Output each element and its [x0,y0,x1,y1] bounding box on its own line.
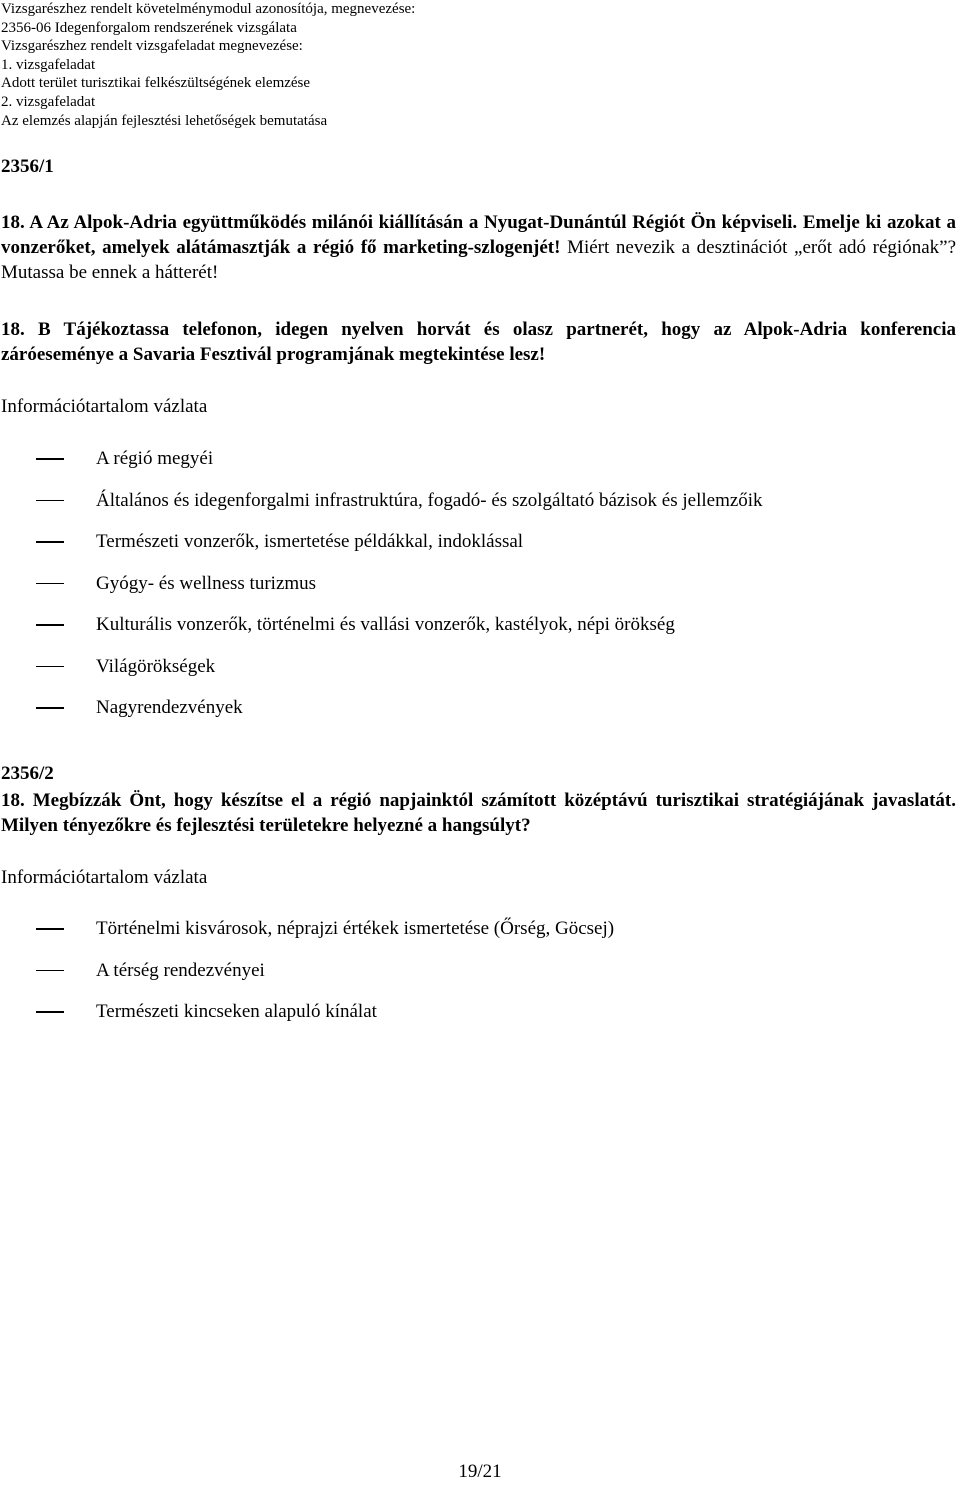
header-line: Az elemzés alapján fejlesztési lehetőségek bemutatása [1,112,328,129]
document-header [1,0,941,130]
dash-bullet-icon [36,458,64,460]
list-item-text: Természeti kincseken alapuló kínálat [96,1001,377,1022]
list-item-text: Történelmi kisvárosok, néprajzi értékek ismertetése (Őrség, Göcsej) [96,918,615,939]
section1-task-a-normal: Miért nevezik a desztinációt „erőt adó régiónak”? Mutassa be ennek a hátterét! [1,237,957,283]
header-line: Vizsgarészhez rendelt vizsgafeladat megnevezése: [1,38,303,55]
section1-info-title: Információtartalom vázlata [1,396,208,417]
dash-bullet-icon [36,666,64,668]
list-item-text: Általános és idegenforgalmi infrastruktúra, fogadó- és szolgáltató bázisok és jellemzőik [96,489,763,511]
header-line: 2356-06 Idegenforgalom rendszerének vizsgálata [1,19,297,36]
header-line: Adott terület turisztikai felkészültségének elemzése [1,75,311,92]
section2-info-title: Információtartalom vázlata [1,867,208,888]
list-item-text: A régió megyéi [96,448,214,469]
section1-task-b: 18. B Tájékoztassa telefonon, idegen nyelven horvát és olasz partnerét, hogy az Alpok-Adria konferencia záróeseménye a Savaria Fesztivál programjának megtekintése lesz! [1,319,956,365]
section1-task-a-bold: 18. A Az Alpok-Adria együttműködés milánói kiállításán a Nyugat-Dunántúl Régiót Ön képviseli. Emelje ki azokat a vonzerőket, amelyek alátámasztják a régió fő marketing-szlogenjét! [1,212,956,258]
dash-bullet-icon [36,624,64,626]
page-number: 19/21 [458,1461,502,1482]
dash-bullet-icon [36,1011,64,1013]
dash-bullet-icon [36,583,64,585]
list-item-text: Kulturális vonzerők, történelmi és vallási vonzerők, kastélyok, népi örökség [96,614,675,635]
list-item-text: Világörökségek [96,655,216,677]
header-line: Vizsgarészhez rendelt követelménymodul azonosítója, megnevezése: [1,1,416,17]
list-item-text: Természeti vonzerők, ismertetése példákkal, indoklással [96,531,524,552]
dash-bullet-icon [36,928,64,930]
list-item-text: A térség rendezvényei [96,959,265,981]
header-line: 1. vizsgafeladat [1,56,96,73]
dash-bullet-icon [36,541,64,543]
list-item-text: Gyógy- és wellness turizmus [96,572,317,594]
section1-task-a [1,210,956,285]
list-item-text: Nagyrendezvények [96,697,243,718]
section2-code: 2356/2 [1,763,54,784]
section2-task: 18. Megbízzák Önt, hogy készítse el a régió napjainktól számított középtávú turisztikai stratégiájának javaslatát. Milyen tényezőkre és fejlesztési területekre helyezné a hangsúlyt? [1,790,956,836]
section1-code: 2356/1 [1,156,54,177]
dash-bullet-icon [36,970,64,972]
dash-bullet-icon [36,707,64,709]
dash-bullet-icon [36,500,64,502]
header-line: 2. vizsgafeladat [1,93,96,110]
